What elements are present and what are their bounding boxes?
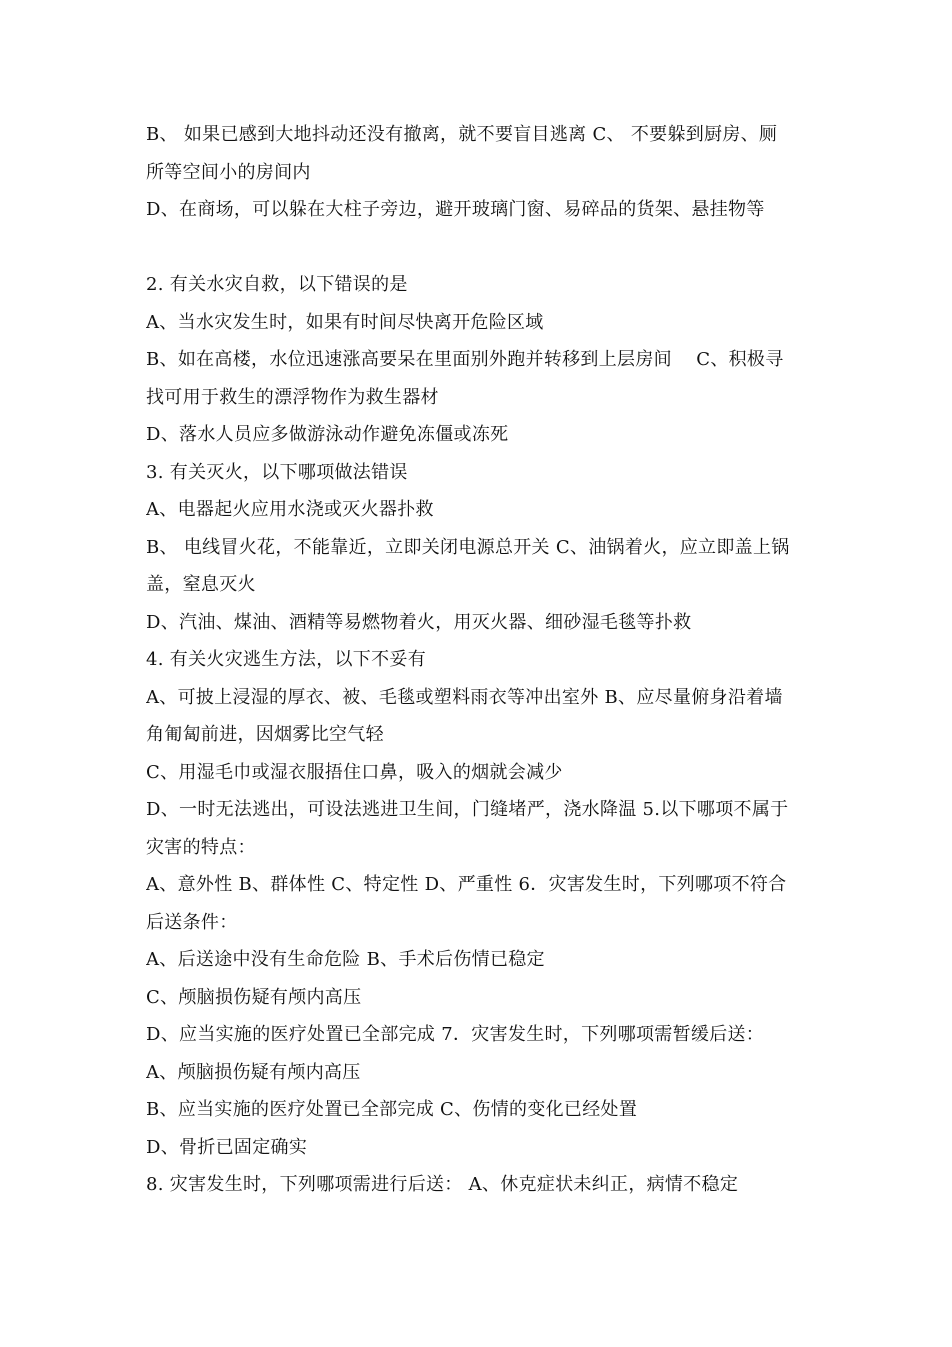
- question-list: [146, 266, 814, 1204]
- text-line: B、应当实施的医疗处置已全部完成 C、伤情的变化已经处置: [146, 1099, 638, 1120]
- text-line: 8. 灾害发生时，下列哪项需进行后送： A、休克症状未纠正，病情不稳定: [146, 1174, 739, 1195]
- text-line: 角匍匐前进，因烟雾比空气轻: [146, 724, 384, 745]
- text-line: D、骨折已固定确实: [146, 1136, 308, 1158]
- text-line: A、颅脑损伤疑有颅内高压: [146, 1061, 361, 1083]
- text-line: 盖，窒息灭火: [146, 574, 256, 595]
- text-line: D、落水人员应多做游泳动作避免冻僵或冻死: [146, 424, 509, 445]
- text-line: D、在商场，可以躲在大柱子旁边，避开玻璃门窗、易碎品的货架、悬挂物等: [146, 199, 765, 220]
- text-line: B、 如果已感到大地抖动还没有撤离，就不要盲目逃离 C、 不要躲到厨房、厕: [146, 124, 778, 145]
- text-line: C、颅脑损伤疑有颅内高压: [146, 986, 362, 1008]
- text-line: D、应当实施的医疗处置已全部完成 7．灾害发生时，下列哪项需暂缓后送：: [146, 1024, 765, 1045]
- text-line: B、 电线冒火花，不能靠近，立即关闭电源总开关 C、油锅着火，应立即盖上锅: [146, 536, 790, 558]
- text-line: A、后送途中没有生命危险 B、手术后伤情已稳定: [146, 949, 545, 970]
- text-line: 灾害的特点：: [146, 836, 256, 858]
- text-line: D、一时无法逃出，可设法逃进卫生间，门缝堵严，浇水降温 5.以下哪项不属于: [146, 799, 789, 820]
- text-line: 2. 有关水灾自救，以下错误的是: [146, 274, 408, 295]
- text-line: 3. 有关灭火，以下哪项做法错误: [146, 461, 408, 483]
- document-body: [146, 116, 814, 1204]
- text-line: C、用湿毛巾或湿衣服捂住口鼻，吸入的烟就会减少: [146, 761, 563, 783]
- text-line: 所等空间小的房间内: [146, 161, 311, 183]
- text-line: A、当水灾发生时，如果有时间尽快离开危险区域: [146, 311, 544, 333]
- text-line: A、可披上浸湿的厚衣、被、毛毯或塑料雨衣等冲出室外 B、应尽量俯身沿着墙: [146, 686, 783, 708]
- paragraph-gap: [146, 229, 814, 267]
- text-line: 后送条件：: [146, 911, 238, 933]
- text-line: 4. 有关火灾逃生方法，以下不妥有: [146, 649, 426, 670]
- text-line: A、意外性 B、群体性 C、特定性 D、严重性 6．灾害发生时，下列哪项不符合: [146, 874, 787, 895]
- text-line: B、如在高楼，水位迅速涨高要呆在里面别外跑并转移到上层房间 C、积极寻: [146, 349, 784, 370]
- text-line: D、汽油、煤油、酒精等易燃物着火，用灭火器、细砂湿毛毯等扑救: [146, 611, 692, 633]
- text-line: A、电器起火应用水浇或灭火器扑救: [146, 499, 434, 520]
- text-line: 找可用于救生的漂浮物作为救生器材: [146, 386, 439, 408]
